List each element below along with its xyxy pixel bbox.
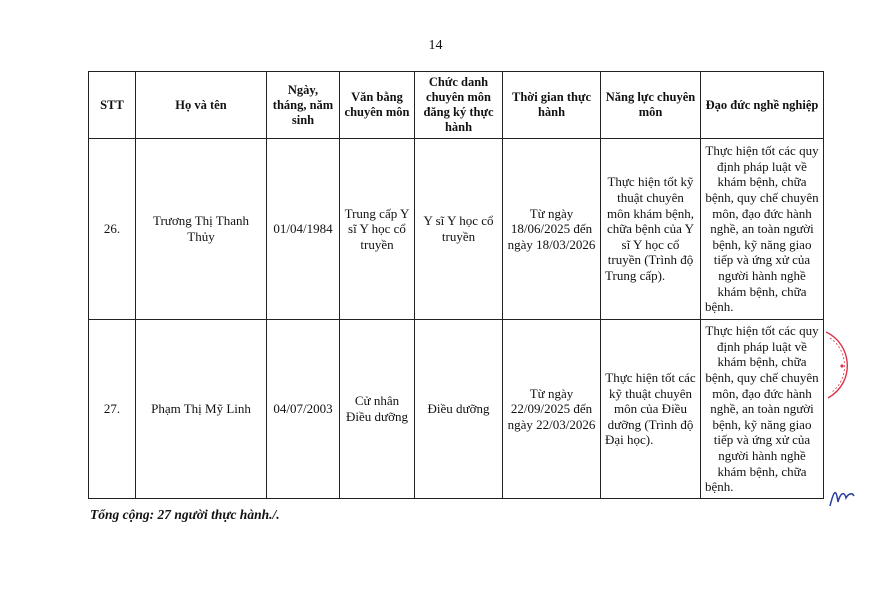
header-stt: STT: [89, 72, 136, 139]
header-competence: Năng lực chuyên môn: [601, 72, 701, 139]
cell-full-name: Phạm Thị Mỹ Linh: [136, 320, 267, 499]
cell-registered-title: Điều dưỡng: [415, 320, 503, 499]
cell-ethics: Thực hiện tốt các quy định pháp luật về khám bệnh, chữa bệnh, quy chế chuyên môn, đạo đức hành nghề, an toàn người bệnh, kỹ năng giao tiếp và ứng xử của người hành nghề khám bệnh, chữa bệnh.: [701, 139, 824, 320]
table-row: [89, 139, 824, 320]
red-seal-fragment-icon: [822, 330, 856, 400]
header-practice-period: Thời gian thực hành: [503, 72, 601, 139]
table-header-row: [89, 72, 824, 139]
header-degree: Văn bằng chuyên môn: [340, 72, 415, 139]
cell-full-name: Trương Thị Thanh Thủy: [136, 139, 267, 320]
cell-degree: Trung cấp Y sĩ Y học cổ truyền: [340, 139, 415, 320]
signature-icon: [826, 484, 856, 510]
cell-date-of-birth: 04/07/2003: [267, 320, 340, 499]
cell-competence: Thực hiện tốt kỹ thuật chuyên môn khám bệnh, chữa bệnh của Y sĩ Y học cổ truyền (Trình độ Trung cấp).: [601, 139, 701, 320]
cell-stt: 26.: [89, 139, 136, 320]
cell-stt: 27.: [89, 320, 136, 499]
practitioner-table: [88, 71, 824, 499]
cell-ethics: Thực hiện tốt các quy định pháp luật về khám bệnh, chữa bệnh, quy chế chuyên môn, đạo đức hành nghề, an toàn người bệnh, kỹ năng giao tiếp và ứng xử của người hành nghề khám bệnh, chữa bệnh.: [701, 320, 824, 499]
cell-registered-title: Y sĩ Y học cổ truyền: [415, 139, 503, 320]
page-number: 14: [428, 38, 443, 53]
header-date-of-birth: Ngày, tháng, năm sinh: [267, 72, 340, 139]
table-row: [89, 320, 824, 499]
cell-practice-period: Từ ngày 18/06/2025 đến ngày 18/03/2026: [503, 139, 601, 320]
header-ethics: Đạo đức nghề nghiệp: [701, 72, 824, 139]
cell-competence: Thực hiện tốt các kỹ thuật chuyên môn của Điều dưỡng (Trình độ Đại học).: [601, 320, 701, 499]
header-registered-title: Chức danh chuyên môn đăng ký thực hành: [415, 72, 503, 139]
cell-degree: Cử nhân Điều dưỡng: [340, 320, 415, 499]
footer-total: Tổng cộng: 27 người thực hành./.: [90, 507, 280, 522]
cell-practice-period: Từ ngày 22/09/2025 đến ngày 22/03/2026: [503, 320, 601, 499]
header-full-name: Họ và tên: [136, 72, 267, 139]
cell-date-of-birth: 01/04/1984: [267, 139, 340, 320]
